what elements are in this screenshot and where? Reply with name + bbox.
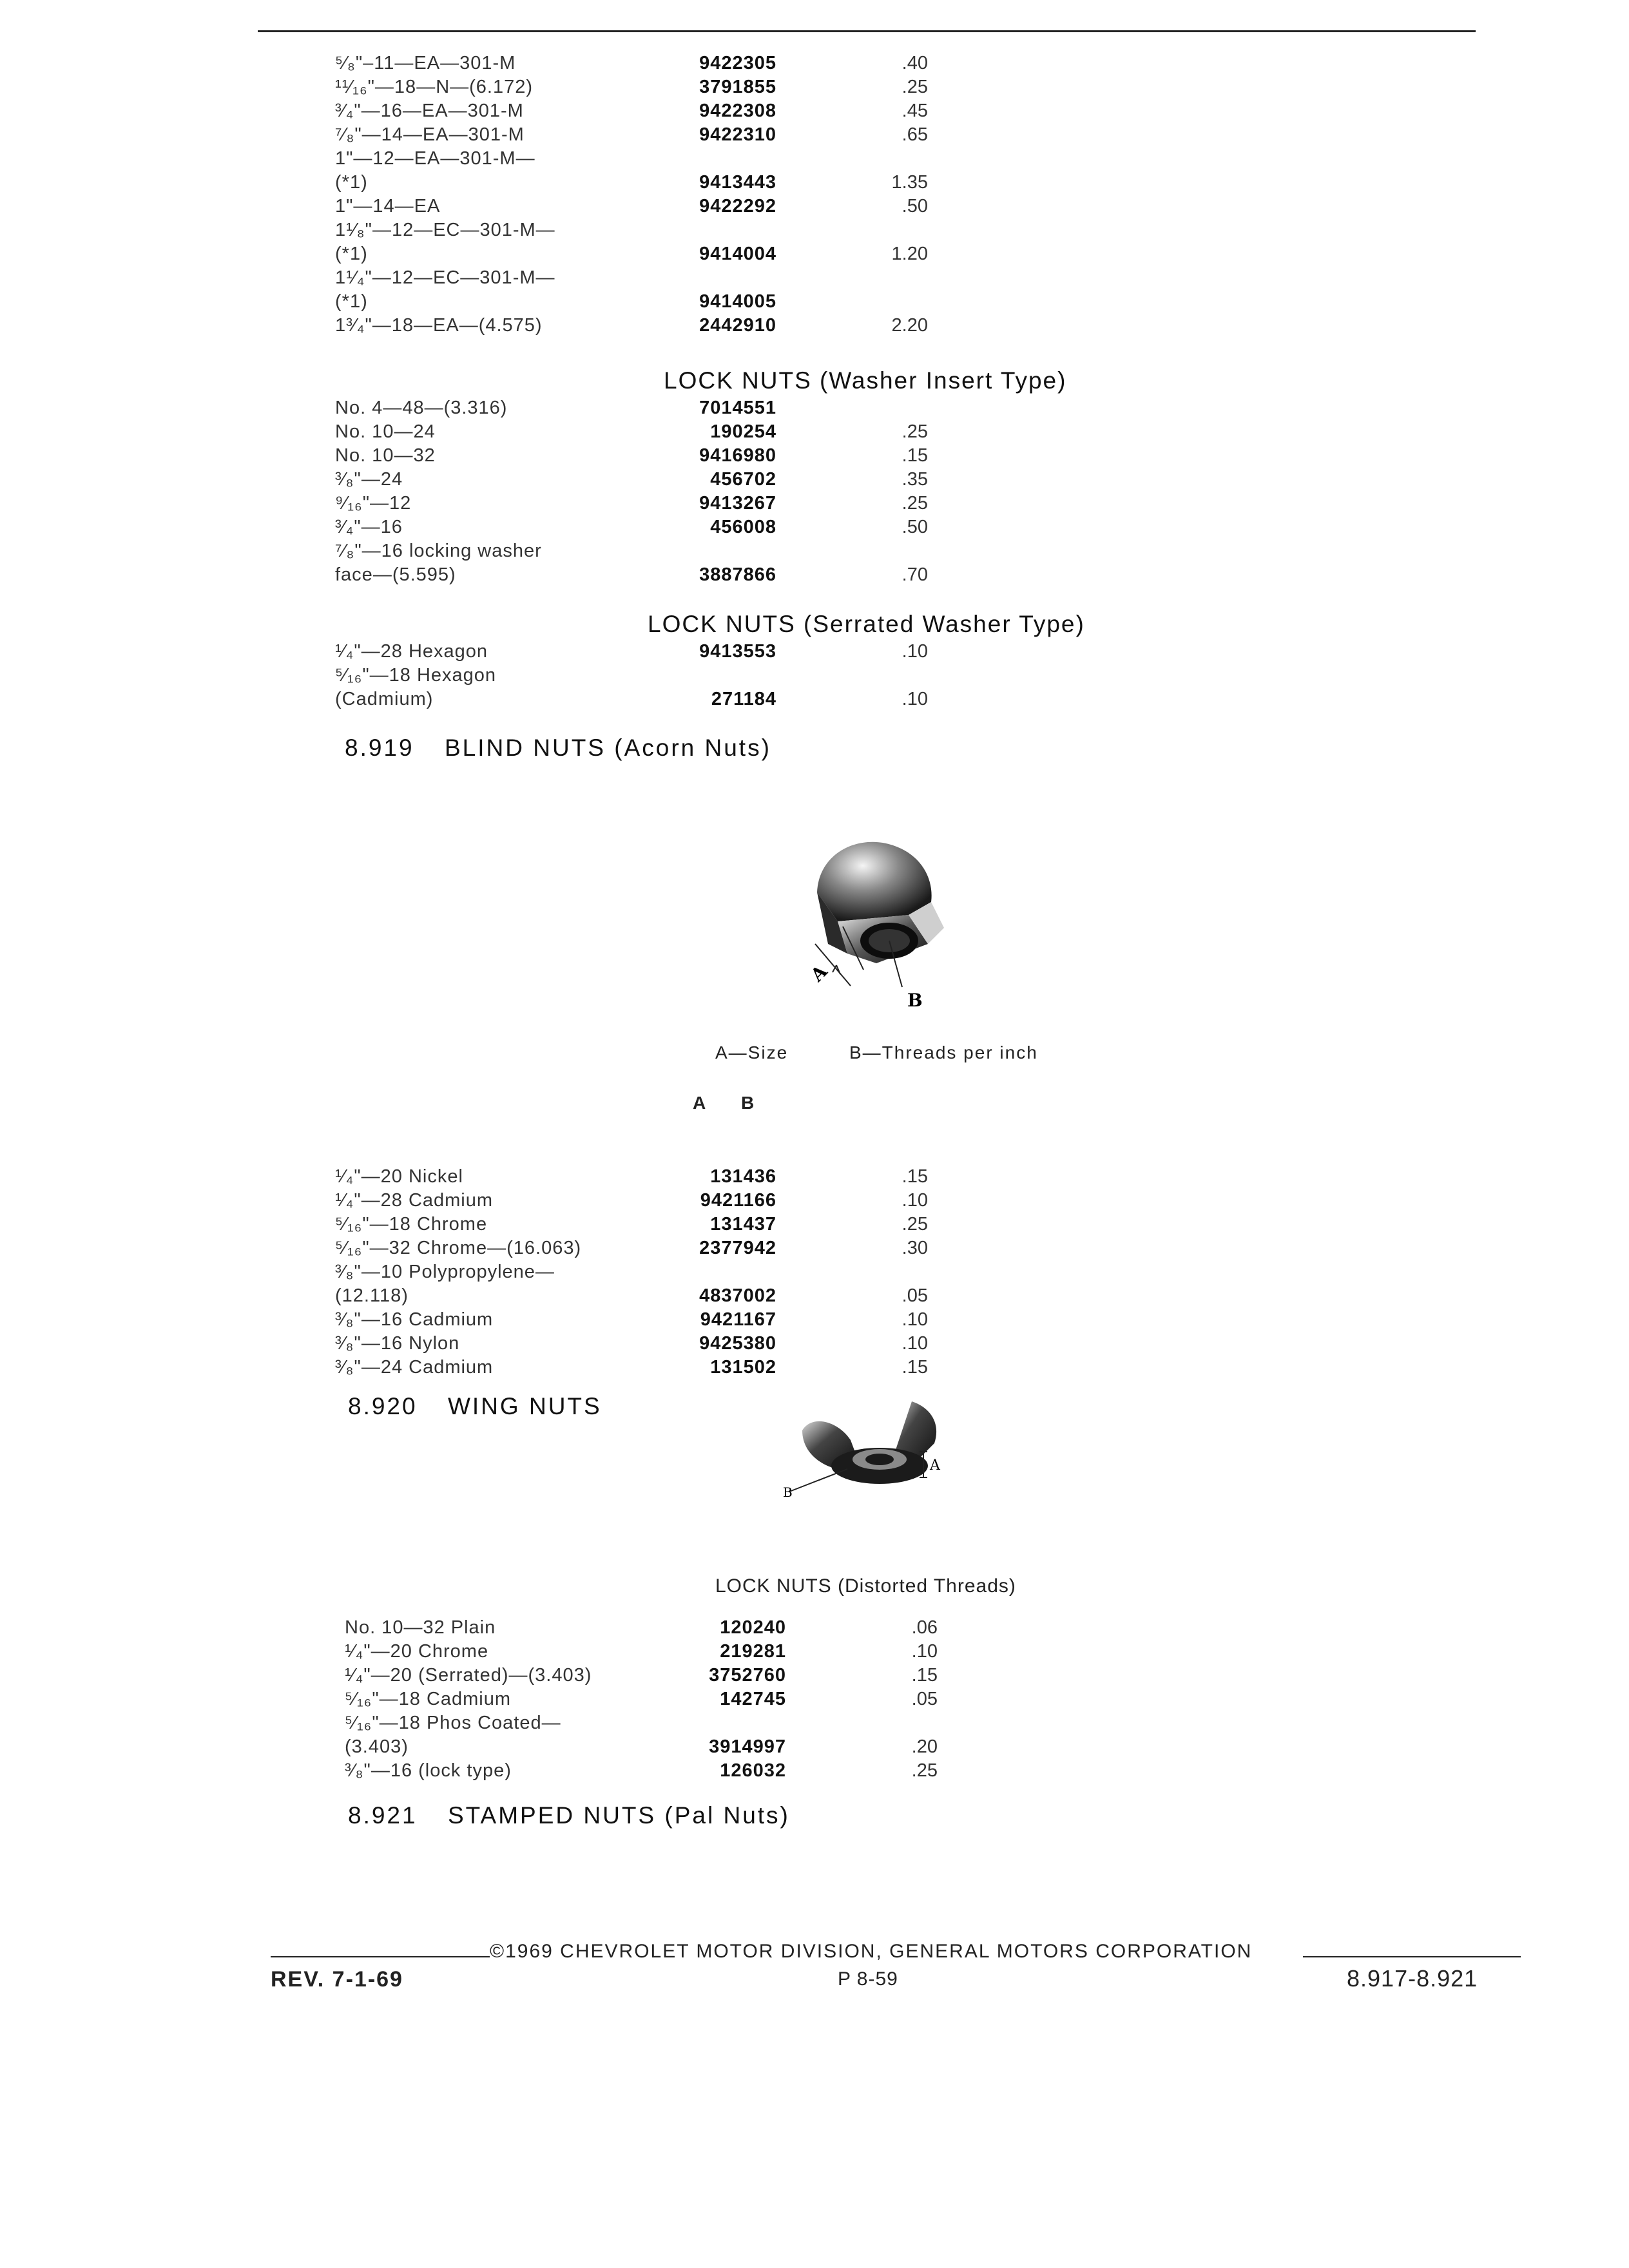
table-row [335, 218, 1173, 242]
table-row [335, 1284, 1173, 1308]
part-number: 9422310 [699, 124, 776, 145]
row-description: ⁷⁄₈"—14—EA—301-M [335, 124, 525, 145]
price: .35 [901, 469, 928, 490]
part-number: 131436 [710, 1166, 776, 1187]
footer-rule-right [1303, 1956, 1521, 1957]
part-number: 456702 [710, 469, 776, 490]
price: .30 [901, 1238, 928, 1258]
row-description: ¹⁄₄"—20 (Serrated)—(3.403) [345, 1665, 592, 1686]
table-row [335, 444, 1173, 468]
caption-a-size: A—Size [715, 1043, 789, 1062]
section-number: 8.921 [348, 1802, 418, 1829]
table-row [335, 1189, 1173, 1213]
table-row [335, 1213, 1173, 1236]
row-description: ³⁄₈"—10 Polypropylene— [335, 1262, 555, 1282]
row-description: No. 10—24 [335, 421, 436, 442]
top-rule [258, 30, 1476, 32]
table-row [335, 52, 1173, 75]
table-row [335, 171, 1173, 195]
price: .10 [901, 641, 928, 662]
price: .15 [901, 1357, 928, 1378]
part-number: 9422308 [699, 101, 776, 121]
section-8920-heading [348, 1393, 602, 1420]
price: .25 [901, 421, 928, 442]
footer-section-range: 8.917-8.921 [1347, 1965, 1478, 1992]
table-row [345, 1735, 1182, 1759]
footer-page-number: P 8-59 [838, 1968, 898, 1990]
row-description: No. 4—48—(3.316) [335, 398, 508, 418]
row-description: ⁵⁄₁₆"—18 Phos Coated— [345, 1713, 561, 1733]
part-number: 3752760 [709, 1665, 786, 1686]
row-description: ³⁄₄"—16—EA—301-M [335, 101, 524, 121]
continued-nut-table [335, 52, 1173, 338]
table-row [335, 563, 1173, 587]
wing-label-b: B [783, 1485, 793, 1500]
row-description: ⁷⁄₈"—16 locking washer [335, 541, 542, 561]
price: .10 [901, 1333, 928, 1354]
table-row [345, 1664, 1182, 1687]
table-row [335, 1260, 1173, 1284]
table-row [345, 1759, 1182, 1783]
table-row [335, 664, 1173, 687]
part-number: 2377942 [699, 1238, 776, 1258]
price: .10 [901, 1190, 928, 1211]
part-number: 9413267 [699, 493, 776, 514]
price: .10 [901, 1309, 928, 1330]
price: .15 [901, 445, 928, 466]
section-number: 8.920 [348, 1393, 418, 1419]
row-description: ⁹⁄₁₆"—12 [335, 493, 412, 514]
part-number: 9421166 [700, 1190, 776, 1211]
row-description: ³⁄₄"—16 [335, 517, 403, 537]
table-row [335, 396, 1173, 420]
price: 2.20 [891, 315, 928, 336]
table-row [335, 1332, 1173, 1356]
part-number: 131502 [710, 1357, 776, 1378]
table-row [345, 1640, 1182, 1664]
row-description: ⁵⁄₁₆"—18 Cadmium [345, 1689, 512, 1709]
lock-nuts-serrated-washer-heading: LOCK NUTS (Serrated Washer Type) [648, 611, 1085, 637]
table-row [335, 515, 1173, 539]
row-description: No. 10—32 Plain [345, 1617, 496, 1638]
part-number: 3791855 [699, 77, 776, 97]
part-number: 9425380 [699, 1333, 776, 1354]
row-description: ¹⁄₄"—20 Chrome [345, 1641, 489, 1662]
price: .25 [901, 1214, 928, 1235]
table-row [345, 1687, 1182, 1711]
acorn-label-b: B [907, 990, 923, 1011]
row-description: (*1) [335, 244, 368, 264]
table-row [335, 420, 1173, 444]
table-row [335, 492, 1173, 515]
row-description: ³⁄₈"—24 [335, 469, 403, 490]
price: .70 [901, 564, 928, 585]
part-number: 456008 [710, 517, 776, 537]
lock-nuts-washer-insert-table [335, 396, 1173, 587]
section-8921-heading [348, 1802, 790, 1829]
table-row [335, 1165, 1173, 1189]
table-row [335, 75, 1173, 99]
acorn-nut-illustration [799, 831, 967, 1018]
row-description: ³⁄₈"—24 Cadmium [335, 1357, 494, 1378]
row-description: ⁵⁄₁₆"—18 Hexagon [335, 665, 497, 686]
row-description: ¹⁄₄"—28 Hexagon [335, 641, 488, 662]
section-title: BLIND NUTS (Acorn Nuts) [445, 735, 771, 761]
table-row [335, 99, 1173, 123]
section-title: WING NUTS [448, 1393, 602, 1419]
part-number: 219281 [720, 1641, 786, 1662]
row-description: ³⁄₈"—16 (lock type) [345, 1760, 512, 1781]
price: .05 [911, 1689, 938, 1709]
section-8919-heading [345, 735, 771, 762]
row-description: 1"—12—EA—301-M— [335, 148, 535, 169]
price: .50 [901, 517, 928, 537]
acorn-label-a: A [806, 961, 832, 986]
row-description: 1¹⁄₈"—12—EC—301-M— [335, 220, 555, 240]
table-row [335, 195, 1173, 218]
footer-revision: REV. 7-1-69 [271, 1967, 403, 1992]
part-number: 120240 [720, 1617, 786, 1638]
row-description: ³⁄₈"—16 Cadmium [335, 1309, 494, 1330]
price: .25 [901, 493, 928, 514]
row-description: ⁵⁄₈"–11—EA—301-M [335, 53, 516, 73]
price: .10 [901, 689, 928, 709]
row-description: No. 10—32 [335, 445, 436, 466]
row-description: (*1) [335, 291, 368, 312]
blind-nuts-table [335, 1165, 1173, 1379]
table-row [345, 1616, 1182, 1640]
price: .05 [901, 1285, 928, 1306]
table-row [335, 1236, 1173, 1260]
row-description: (*1) [335, 172, 368, 193]
footer-rule-left [271, 1956, 490, 1957]
lock-nuts-distorted-threads-table [345, 1616, 1182, 1783]
row-description: ¹⁄₄"—28 Cadmium [335, 1190, 494, 1211]
part-number: 9421167 [700, 1309, 776, 1330]
part-number: 9416980 [699, 445, 776, 466]
caption-b-threads: B—Threads per inch [849, 1043, 1038, 1062]
part-number: 9413553 [699, 641, 776, 662]
price: .40 [901, 53, 928, 73]
part-number: 271184 [711, 689, 776, 709]
row-description: (12.118) [335, 1285, 409, 1306]
price: .50 [901, 196, 928, 216]
row-description: ¹⁄₄"—20 Nickel [335, 1166, 463, 1187]
part-number: 2442910 [699, 315, 776, 336]
table-row [335, 539, 1173, 563]
table-row [335, 266, 1173, 290]
price: 1.35 [891, 172, 928, 193]
table-row [335, 290, 1173, 314]
column-b-label: B [741, 1093, 756, 1113]
price: .10 [911, 1641, 938, 1662]
price: .15 [901, 1166, 928, 1187]
wing-label-a: A [930, 1457, 940, 1474]
row-description: ³⁄₈"—16 Nylon [335, 1333, 460, 1354]
table-row [335, 123, 1173, 147]
lock-nuts-serrated-washer-table [335, 640, 1173, 711]
table-row [345, 1711, 1182, 1735]
part-number: 9414004 [699, 244, 776, 264]
part-number: 9422292 [699, 196, 776, 216]
table-row [335, 687, 1173, 711]
price: .06 [911, 1617, 938, 1638]
row-description: face—(5.595) [335, 564, 456, 585]
part-number: 190254 [710, 421, 776, 442]
table-row [335, 1308, 1173, 1332]
part-number: 9413443 [699, 172, 776, 193]
part-number: 9414005 [699, 291, 776, 312]
price: .45 [901, 101, 928, 121]
section-title: STAMPED NUTS (Pal Nuts) [448, 1802, 790, 1829]
price: .25 [901, 77, 928, 97]
part-number: 142745 [720, 1689, 786, 1709]
table-row [335, 314, 1173, 338]
price: 1.20 [891, 244, 928, 264]
table-row [335, 468, 1173, 492]
table-row [335, 242, 1173, 266]
table-row [335, 1356, 1173, 1379]
price: .20 [911, 1736, 938, 1757]
row-description: (3.403) [345, 1736, 409, 1757]
lock-nuts-washer-insert-heading: LOCK NUTS (Washer Insert Type) [664, 367, 1067, 394]
row-description: 1³⁄₄"—18—EA—(4.575) [335, 315, 543, 336]
table-row [335, 640, 1173, 664]
price: .25 [911, 1760, 938, 1781]
row-description: 1¹⁄₄"—12—EC—301-M— [335, 267, 555, 288]
table-row [335, 147, 1173, 171]
row-description: ¹¹⁄₁₆"—18—N—(6.172) [335, 77, 534, 97]
part-number: 126032 [720, 1760, 786, 1781]
column-a-label: A [693, 1093, 708, 1113]
footer-copyright: ©1969 CHEVROLET MOTOR DIVISION, GENERAL MOTORS CORPORATION [490, 1941, 1253, 1962]
row-description: ⁵⁄₁₆"—32 Chrome—(16.063) [335, 1238, 582, 1258]
part-number: 7014551 [699, 398, 776, 418]
wing-nut-illustration [783, 1395, 976, 1511]
price: .65 [901, 124, 928, 145]
row-description: 1"—14—EA [335, 196, 441, 216]
lock-nuts-distorted-threads-heading: LOCK NUTS (Distorted Threads) [715, 1575, 1016, 1597]
part-number: 3887866 [699, 564, 776, 585]
row-description: (Cadmium) [335, 689, 434, 709]
section-number: 8.919 [345, 735, 414, 761]
part-number: 9422305 [699, 53, 776, 73]
row-description: ⁵⁄₁₆"—18 Chrome [335, 1214, 488, 1235]
price: .15 [911, 1665, 938, 1686]
part-number: 4837002 [699, 1285, 776, 1306]
part-number: 3914997 [709, 1736, 786, 1757]
part-number: 131437 [710, 1214, 776, 1235]
